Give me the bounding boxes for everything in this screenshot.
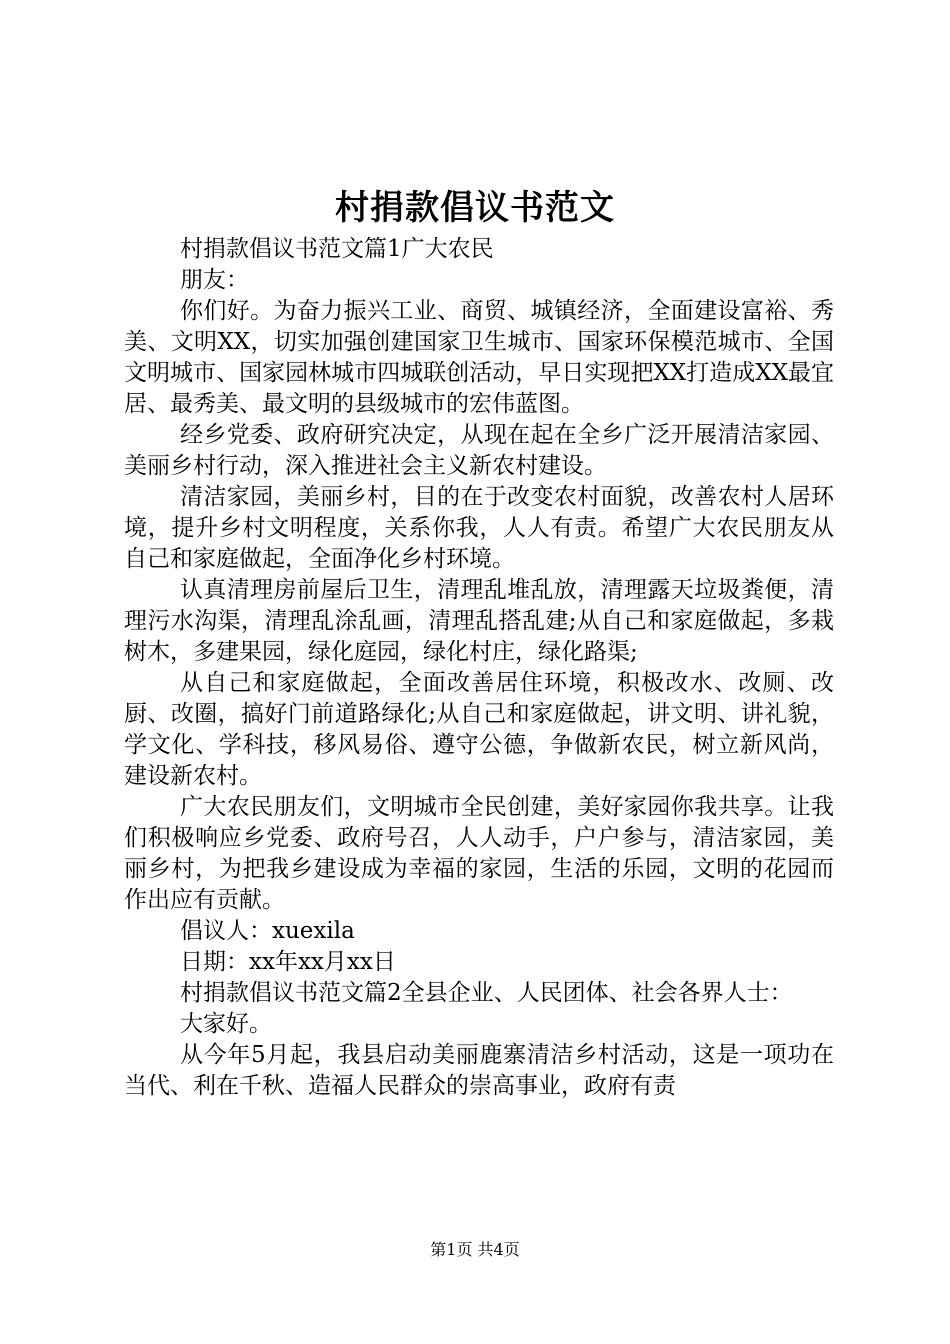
paragraph: 经乡党委、政府研究决定，从现在起在全乡广泛开展清洁家园、美丽乡村行动，深入推进社会主义新农村建设。 [124, 422, 834, 479]
paragraph: 你们好。为奋力振兴工业、商贸、城镇经济，全面建设富裕、秀美、文明XX，切实加强创建国家卫生城市、国家环保模范城市、全国文明城市、国家园林城市四城联创活动，早日实现把XX打造成XX最宜居、最秀美、最文明的县级城市的宏伟蓝图。 [124, 298, 834, 417]
paragraph: 认真清理房前屋后卫生，清理乱堆乱放，清理露天垃圾粪便，清理污水沟渠，清理乱涂乱画，清理乱搭乱建;从自己和家庭做起，多栽树木，多建果园，绿化庭园，绿化村庄，绿化路渠; [124, 577, 834, 665]
paragraph: 从自己和家庭做起，全面改善居住环境，积极改水、改厕、改厨、改圈，搞好门前道路绿化;从自己和家庭做起，讲文明、讲礼貌，学文化、学科技，移风易俗、遵守公德，争做新农民，树立新风尚，建设新农村。 [124, 670, 834, 789]
paragraph: 朋友： [180, 267, 249, 293]
paragraph: 大家好。 [180, 1011, 272, 1037]
document-title: 村捐款倡议书范文 [335, 188, 615, 228]
paragraph: 村捐款倡议书范文篇2全县企业、人民团体、社会各界人士： [180, 980, 793, 1006]
date-line: 日期：xx年xx月xx日 [180, 949, 396, 975]
paragraph: 从今年5月起，我县启动美丽鹿寨清洁乡村活动，这是一项功在当代、利在千秋、造福人民群众的崇高事业，政府有责 [124, 1042, 834, 1099]
page-footer: 第1页 共4页 [430, 1240, 520, 1259]
paragraph: 清洁家园，美丽乡村，目的在于改变农村面貌，改善农村人居环境，提升乡村文明程度，关系你我，人人有责。希望广大农民朋友从自己和家庭做起，全面净化乡村环境。 [124, 484, 834, 572]
paragraph: 广大农民朋友们，文明城市全民创建，美好家园你我共享。让我们积极响应乡党委、政府号召，人人动手，户户参与，清洁家园，美丽乡村，为把我乡建设成为幸福的家园，生活的乐园，文明的花园而作出应有贡献。 [124, 794, 834, 913]
document-body [124, 234, 834, 1102]
paragraph: 村捐款倡议书范文篇1广大农民 [180, 236, 494, 262]
signature-line: 倡议人：xuexila [180, 918, 355, 944]
